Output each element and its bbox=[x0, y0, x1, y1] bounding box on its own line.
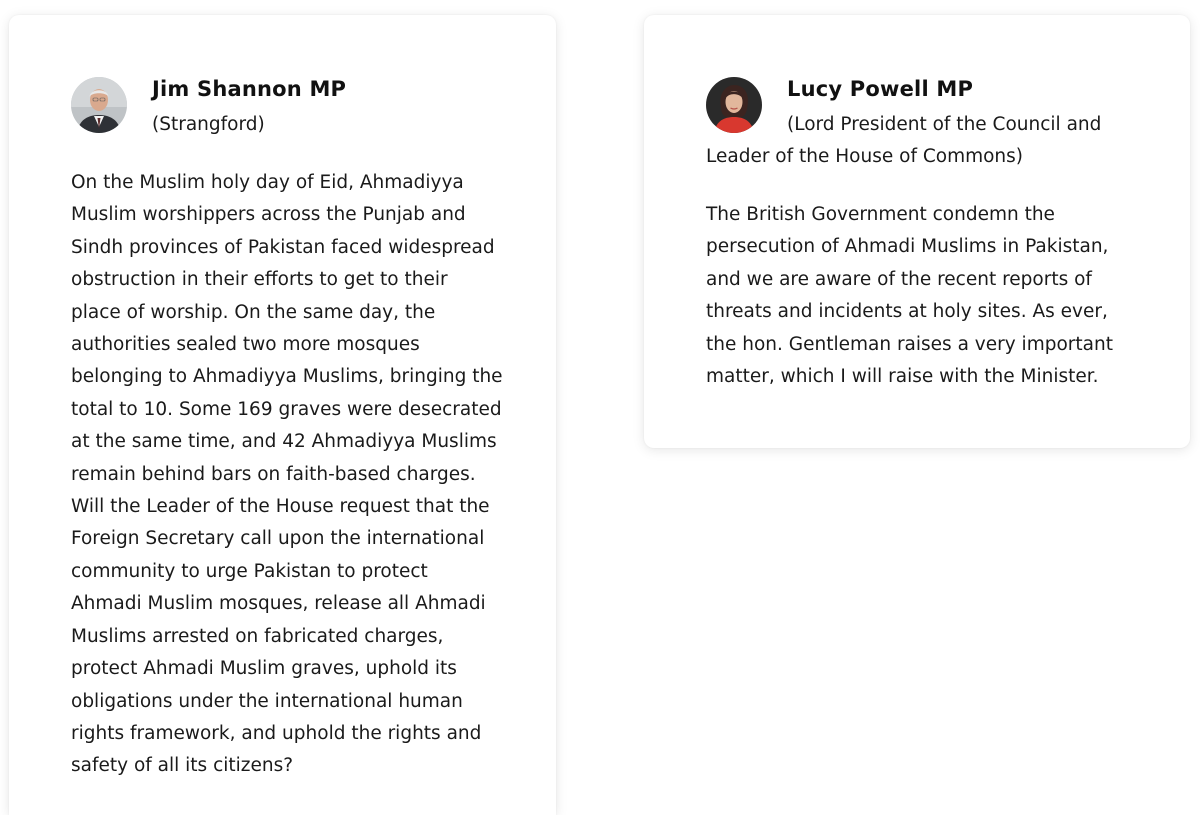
mp-name[interactable]: Jim Shannon MP bbox=[152, 77, 347, 101]
answer-text: The British Government condemn the persecution of Ahmadi Muslims in Pakistan, and we are aware of the recent reports of threats and incidents at holy sites. As ever, the hon. Gentleman raises a very important matter, which I will raise with the Minister. bbox=[706, 204, 1113, 388]
mp-role: (Lord President of the Council and Leader of the House of Commons) bbox=[706, 114, 1102, 168]
jim-shannon-avatar[interactable] bbox=[71, 77, 127, 133]
answer-card bbox=[644, 15, 1190, 448]
question-text: On the Muslim holy day of Eid, Ahmadiyya Muslim worshippers across the Punjab and Sindh provinces of Pakistan faced widespread obstruction in their efforts to get to their place of worship. On the same day, the authorities sealed two more mosques belonging to Ahmadiyya Muslims, bringing the total to 10. Some 169 graves were desecrated at the same time, and 42 Ahmadiyya Muslims remain behind bars on faith-based charges. Will the Leader of the House request that the Foreign Secretary call upon the international community to urge Pakistan to protect Ahmadi Muslim mosques, release all Ahmadi Muslims arrested on fabricated charges, protect Ahmadi Muslim graves, uphold its obligations under the international human rights framework, and uphold the rights and safety of all its citizens? bbox=[71, 172, 503, 777]
mp-constituency: (Strangford) bbox=[152, 114, 265, 135]
portrait-man-icon bbox=[71, 77, 127, 133]
mp-name[interactable]: Lucy Powell MP bbox=[787, 77, 974, 101]
question-card bbox=[9, 15, 556, 815]
